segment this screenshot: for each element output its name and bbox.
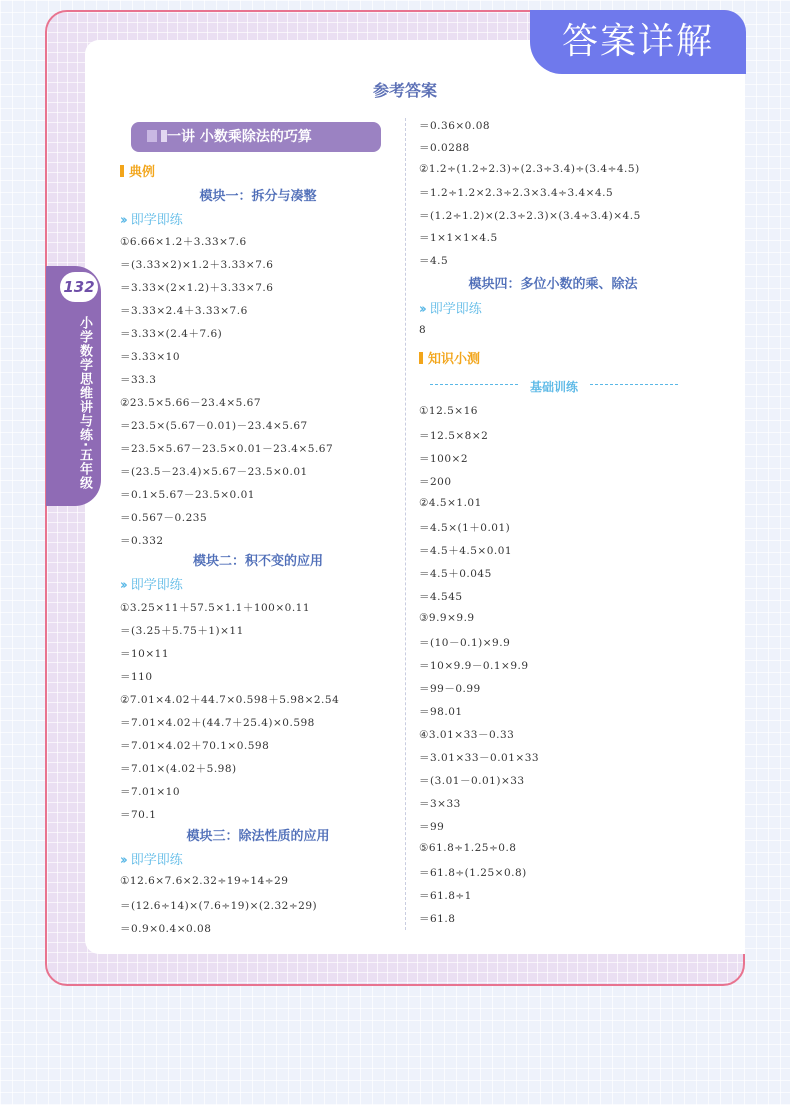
module-heading-1: 模块一：拆分与凑整: [199, 189, 317, 204]
module-heading-3: 模块三：除法性质的应用: [186, 829, 330, 844]
step-line: ＝4.545: [419, 591, 463, 603]
step-line: ＝0.567－0.235: [120, 512, 208, 524]
step-line: ＝3.33×2.4＋3.33×7.6: [120, 305, 248, 317]
section-bar-icon: [419, 352, 423, 364]
page-number: 132: [60, 272, 98, 302]
step-line: ①12.5×16: [419, 405, 478, 417]
step-line: ＝7.01×4.02＋(44.7＋25.4)×0.598: [120, 717, 315, 729]
lecture-square-icon: [147, 130, 157, 142]
step-line: ＝(3.01－0.01)×33: [419, 775, 525, 787]
step-line: ＝23.5×(5.67－0.01)－23.4×5.67: [120, 420, 308, 432]
step-line: ＝(1.2÷1.2)×(2.3÷2.3)×(3.4÷3.4)×4.5: [419, 210, 641, 222]
step-line: ＝10×9.9－0.1×9.9: [419, 660, 529, 672]
step-line: ＝3×33: [419, 798, 461, 810]
step-line: ＝10×11: [120, 648, 170, 660]
column-divider: [405, 118, 406, 930]
step-line: ③9.9×9.9: [419, 612, 475, 624]
step-line: ②1.2÷(1.2÷2.3)÷(2.3÷3.4)÷(3.4÷4.5): [419, 163, 640, 175]
step-line: ＝(23.5－23.4)×5.67－23.5×0.01: [120, 466, 308, 478]
book-title: 小学数学思维讲与练·五年级: [77, 316, 92, 490]
step-line: ＝1.2÷1.2×2.3÷2.3×3.4÷3.4×4.5: [419, 187, 614, 199]
step-line: ＝0.332: [120, 535, 164, 547]
step-line: ＝33.3: [120, 374, 157, 386]
step-line: ①3.25×11＋57.5×1.1＋100×0.11: [120, 602, 311, 614]
step-line: ＝3.33×10: [120, 351, 181, 363]
step-line: ②23.5×5.66－23.4×5.67: [120, 397, 262, 409]
knowledge-test-heading: 知识小测: [419, 348, 480, 367]
step-line: ＝23.5×5.67－23.5×0.01－23.4×5.67: [120, 443, 334, 455]
basic-training-label: 基础训练: [524, 380, 584, 394]
step-line: ＝110: [120, 671, 153, 683]
step-line: ＝70.1: [120, 809, 157, 821]
step-line: ＝0.9×0.4×0.08: [120, 923, 212, 935]
answer-banner: 答案详解: [530, 10, 746, 74]
step-line: ＝7.01×(4.02＋5.98): [120, 763, 237, 775]
module4-answer: 8: [419, 324, 427, 336]
page-title: 参考答案: [372, 81, 437, 100]
basic-training-divider: [428, 376, 680, 392]
step-line: ②4.5×1.01: [419, 497, 482, 509]
step-line: ＝(3.33×2)×1.2＋3.33×7.6: [120, 259, 274, 271]
double-chevron-icon: ››: [419, 302, 424, 317]
practice-label: ›› 即学即练: [120, 578, 183, 593]
step-line: ＝(12.6÷14)×(7.6÷19)×(2.32÷29): [120, 900, 318, 912]
step-line: ⑤61.8÷1.25÷0.8: [419, 842, 517, 854]
step-line: ＝61.8: [419, 913, 456, 925]
step-line: ＝0.1×5.67－23.5×0.01: [120, 489, 255, 501]
step-line: ＝0.0288: [419, 142, 470, 154]
step-line: ＝61.8÷(1.25×0.8): [419, 867, 527, 879]
lecture-title-bar: [131, 122, 381, 152]
step-line: ＝3.33×(2.4＋7.6): [120, 328, 223, 340]
module-heading-4: 模块四：多位小数的乘、除法: [468, 277, 638, 292]
step-line: ①6.66×1.2＋3.33×7.6: [120, 236, 247, 248]
step-line: ＝99－0.99: [419, 683, 481, 695]
step-line: ＝0.36×0.08: [419, 120, 491, 132]
section-bar-icon: [120, 165, 124, 177]
step-line: ②7.01×4.02＋44.7×0.598＋5.98×2.54: [120, 694, 340, 706]
step-line: ＝3.01×33－0.01×33: [419, 752, 540, 764]
practice-label: ›› 即学即练: [120, 853, 183, 868]
double-chevron-icon: ››: [120, 578, 125, 593]
step-line: ＝1×1×1×4.5: [419, 232, 498, 244]
step-line: ＝61.8÷1: [419, 890, 472, 902]
practice-label: ›› 即学即练: [120, 213, 183, 228]
step-line: ＝4.5＋0.045: [419, 568, 492, 580]
step-line: ＝(3.25＋5.75＋1)×11: [120, 625, 244, 637]
step-line: ＝4.5×(1＋0.01): [419, 522, 511, 534]
step-line: ①12.6×7.6×2.32÷19÷14÷29: [120, 875, 289, 887]
step-line: ＝12.5×8×2: [419, 430, 489, 442]
step-line: ＝99: [419, 821, 445, 833]
step-line: ＝200: [419, 476, 452, 488]
step-line: ＝4.5: [419, 255, 449, 267]
step-line: ＝(10－0.1)×9.9: [419, 637, 511, 649]
lecture-title: 一讲 小数乘除法的巧算: [167, 129, 312, 145]
module-heading-2: 模块二：积不变的应用: [192, 554, 323, 569]
practice-label: ›› 即学即练: [419, 302, 482, 317]
dashed-line: [430, 384, 518, 385]
examples-heading: 典例: [120, 161, 155, 180]
dashed-line: [590, 384, 678, 385]
step-line: ＝7.01×4.02＋70.1×0.598: [120, 740, 270, 752]
double-chevron-icon: ››: [120, 853, 125, 868]
step-line: ＝4.5＋4.5×0.01: [419, 545, 513, 557]
double-chevron-icon: ››: [120, 213, 125, 228]
step-line: ＝100×2: [419, 453, 469, 465]
step-line: ＝7.01×10: [120, 786, 181, 798]
step-line: ＝3.33×(2×1.2)＋3.33×7.6: [120, 282, 274, 294]
step-line: ＝98.01: [419, 706, 463, 718]
step-line: ④3.01×33－0.33: [419, 729, 515, 741]
